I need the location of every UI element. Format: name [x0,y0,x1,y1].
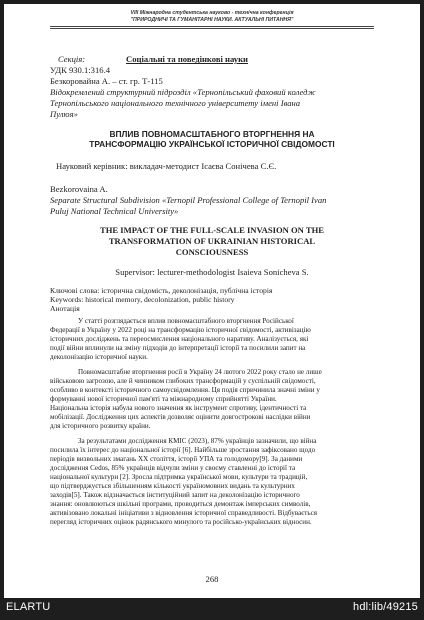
author-en: Bezkorovaina A. [50,184,108,194]
paragraph-2-line-2: військовою загрозою, але й чинником глибоких трансформацій у суспільній свідомості, [50,377,316,385]
supervisor-en: Supervisor: lecturer-methodologist Isaieva Sonicheva S. [115,267,309,277]
keywords-ua: Ключові слова: історична свідомість, деколонізація, публічна історія [50,286,273,295]
keywords-en: Keywords: historical memory, decolonization, public history [50,295,235,304]
paragraph-3-line-8: знання: оновлюються шкільні програми, проводиться демонтаж імперських символів, [50,500,311,508]
paragraph-3-line-7: заходів[5]. Також відзначається інституційний запит на деколонізацію історичного [50,491,300,499]
affiliation-en-line-2: Puluj National Technical University» [50,206,179,216]
page-number: 268 [205,574,219,584]
affiliation-ua-line-1: Відокремлений структурний підрозділ «Тернопільський фаховий коледж [50,87,316,97]
footer-repository-label: ELARTU [6,601,51,613]
header-rule-top [50,26,374,27]
conference-header-line-1: VIII Міжнародна студентська науково - технічна конференція [130,10,294,16]
paragraph-2-line-7: для історичного розвитку країни. [50,422,151,430]
footer-handle-link[interactable]: hdl:lib/49215 [353,601,418,613]
supervisor-ua: Науковий керівник: викладач-методист Ісаєва Сонічева С.Є. [56,161,277,171]
title-ua-line-2: ТРАНСФОРМАЦІЮ УКРАЇНСЬКОЇ ІСТОРИЧНОЇ СВІДОМОСТІ [89,139,335,149]
paragraph-1-line-3: історичних досліджень та переосмислення національного наративу. Аналізується, які [50,335,309,343]
header-rule-bottom [50,28,374,29]
paragraph-2-line-4: формуванні нової історичної пам'яті та міжнародному сприйнятті України. [50,395,277,403]
paragraph-2-line-6: мобілізації. Дослідження цих аспектів дозволяє оцінити довгострокові наслідки війни [50,413,311,421]
paragraph-1-line-4: події війни вплинули на зміну підходів до інтерпретації історії та посилили запит на [50,344,306,352]
conference-header [4,10,420,23]
paragraph-3-line-1: За результатами дослідження КМІС (2023), 87% українців зазначили, що війна [78,437,317,445]
paragraph-3-line-9: активізовано локальні ініціативи з відновлення історичної справедливості. Відбувається [50,509,318,517]
title-en-line-1: THE IMPACT OF THE FULL-SCALE INVASION ON THE [99,225,325,235]
section-label: Секція: [58,54,86,64]
affiliation-ua-line-2: Тернопільського національного технічного університету імені Івана [50,98,301,108]
paragraph-1-line-5: деколонізацію історичної науки. [50,353,148,361]
paragraph-3-line-4: дослідження Cedos, 85% українців відчули зміни у своєму ставленні до історії та [50,464,296,472]
title-en-line-3: CONSCIOUSNESS [175,247,249,257]
title-ua-line-1: ВПЛИВ ПОВНОМАСШТАБНОГО ВТОРГНЕННЯ НА [109,129,315,139]
author-ua: Безкоровайна А. – ст. гр. Т-115 [50,76,163,86]
paragraph-3-line-2: посилила їх інтерес до національної історії [6]. Найбільше зростання зафіксовано щодо [50,446,316,454]
paragraph-3-line-6: що підтверджується збільшенням кількості україномовних видань та культурних [50,482,295,490]
paragraph-2-line-1: Повномасштабне вторгнення росії в Україну 24 лютого 2022 року стало не лише [78,368,322,376]
abstract-label: Анотація [50,304,80,313]
udc-code: УДК 930.1:316.4 [50,65,111,75]
section-value: Соціальні та поведінкові науки [126,54,249,64]
paragraph-3-line-5: національної культури [2]. Зросла підтримка української мови, культури та традицій, [50,473,308,481]
paragraph-3-line-3: періодів визвольних змагань XX століття, історії УПА та голодомору[9]. За даними [50,455,303,463]
conference-header-line-2: "ПРИРОДНИЧІ ТА ГУМАНІТАРНІ НАУКИ. АКТУАЛЬНІ ПИТАННЯ" [130,16,294,23]
affiliation-en-line-1: Separate Structural Subdivision «Ternopil Professional College of Ternopil Ivan [50,195,327,205]
paragraph-3-line-10: перегляд історичних оцінок радянського минулого та російсько-українських відносин. [50,518,312,526]
paragraph-1-line-1: У статті розглядається вплив повномасштабного вторгнення Російської [78,317,294,325]
title-en-line-2: TRANSFORMATION OF UKRAINIAN HISTORICAL [108,236,316,246]
affiliation-ua-line-3: Пулюя» [50,109,78,119]
paragraph-2-line-5: Національна історія набула нового значення як інструмент спротиву, ідентичності та [50,404,307,412]
paragraph-2-line-3: особливо в контексті історичного самоусвідомлення. Ця подія спричинила значні зміни у [50,386,320,394]
paragraph-1-line-2: Федерації в Україну у 2022 році на трансформацію історичної свідомості, активізацію [50,326,311,334]
document-page [4,4,420,598]
